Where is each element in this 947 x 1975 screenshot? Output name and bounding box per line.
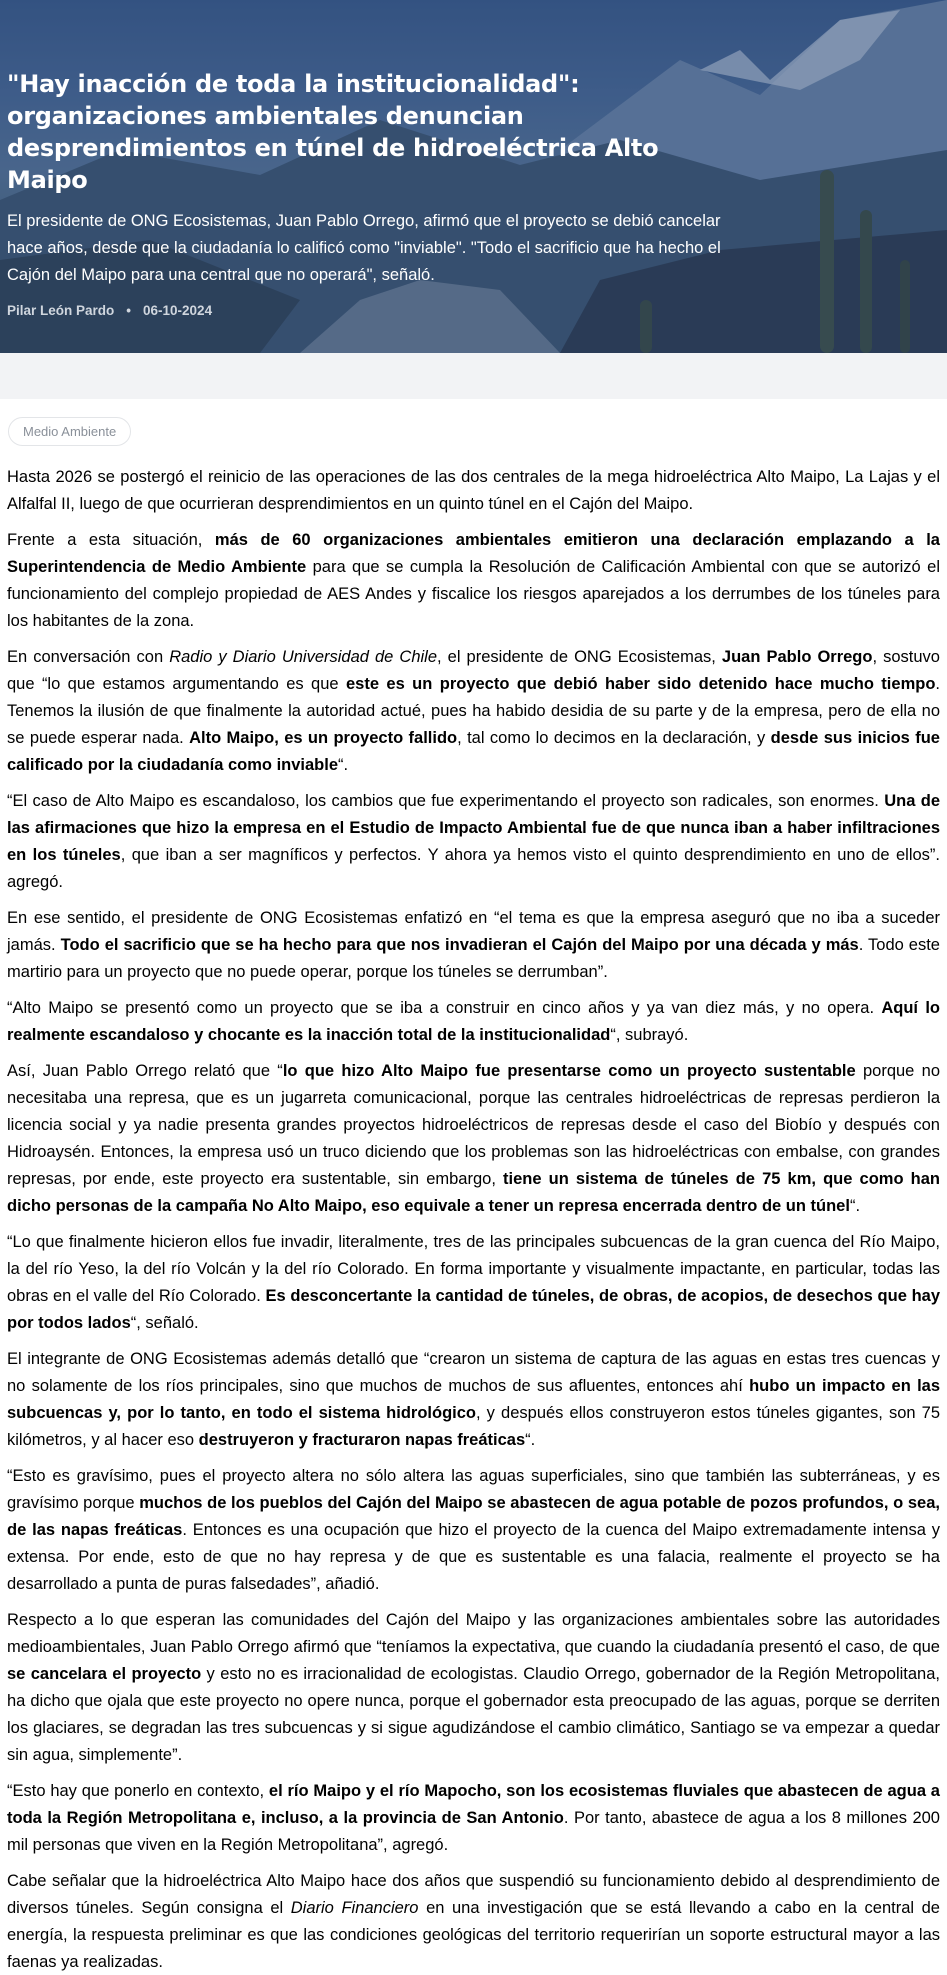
text-run: en una investigación que se está llevando a cabo en la central de energía, la respuesta preliminar es que las condiciones geológicas del territorio requerirían un soporte estructural mayor a las faenas ya realizadas. [7, 1899, 940, 1971]
hero-content [7, 68, 742, 318]
bold-text: muchos de los pueblos del Cajón del Maipo se abastecen de agua potable de pozos profundos, o sea, de las napas freáticas [7, 1494, 940, 1539]
text-run: En conversación con [7, 648, 170, 666]
publish-date: 06-10-2024 [143, 303, 213, 318]
text-run: El integrante de ONG Ecosistemas además detalló que “crearon un sistema de captura de las aguas en estas tres cuencas y no solamente de los ríos principales, sino que muchos de muchos de sus afluentes, entonces ahí [7, 1350, 940, 1395]
text-run: Hasta 2026 se postergó el reinicio de las operaciones de las dos centrales de la mega hidroeléctrica Alto Maipo, La Lajas y el Alfalfal II, luego de que ocurrieran desprendimientos en un quinto túnel en el Cajón del Maipo. [7, 468, 940, 513]
text-run: “Alto Maipo se presentó como un proyecto que se iba a construir en cinco años y ya van diez más, y no opera. [7, 999, 882, 1017]
article-paragraph [7, 1868, 940, 1975]
text-run: , el presidente de ONG Ecosistemas, [437, 648, 722, 666]
text-run: . Todo este martirio para un proyecto que no puede operar, porque los túneles se derrumban”. [7, 936, 940, 981]
article-paragraph [7, 527, 940, 635]
text-run: “, subrayó. [610, 1026, 689, 1044]
text-run: y esto no es irracionalidad de ecologistas. Claudio Orrego, gobernador de la Región Metropolitana, ha dicho que ojala que este proyecto no opere nunca, porque el gobernador esta preocupado de las aguas, porque se derriten los glaciares, se degradan las tres subcuencas y si sigue agudizándose el cambio climático, Santiago se va empezar a quedar sin agua, simplemente”. [7, 1665, 940, 1764]
article-paragraph [7, 464, 940, 518]
article-paragraph [7, 995, 940, 1049]
bold-text: Juan Pablo Orrego [721, 648, 873, 666]
text-run: . Tenemos la ilusión de que finalmente la autoridad actué, pues ha habido desidia de su parte y de la empresa, pero de ella no se puede esperar nada. [7, 675, 940, 747]
text-run: , que iban a ser magníficos y perfectos. Y ahora ya hemos visto el quinto desprendimiento en uno de ellos”. agregó. [7, 846, 941, 891]
text-run: Respecto a lo que esperan las comunidades del Cajón del Maipo y las organizaciones ambientales sobre las autoridades medioambientales, Juan Pablo Orrego afirmó que “teníamos la expectativa, que cuando la ciudadanía presentó el caso, de que [7, 1611, 940, 1656]
meta-separator: • [126, 303, 132, 318]
article-body [0, 446, 947, 1975]
italic-text: Diario Financiero [290, 1899, 419, 1917]
bold-text: desde sus inicios fue calificado por la ciudadanía como inviable [7, 729, 940, 774]
text-run: , sostuvo que “lo que estamos argumentando es que [7, 648, 940, 693]
hero-banner [0, 0, 947, 353]
bold-text: tiene un sistema de túneles de 75 km, que como han dicho personas de la campaña No Alto Maipo, eso equivale a tener un represa encerrada dentro de un túnel [7, 1170, 940, 1215]
article-paragraph [7, 1229, 940, 1337]
bold-text: destruyeron y fracturaron napas freáticas [198, 1431, 526, 1449]
italic-text: Radio y Diario Universidad de Chile [169, 648, 438, 666]
text-run: , y después ellos construyeron estos túneles gigantes, son 75 kilómetros, y al hacer eso [7, 1404, 940, 1449]
author-name[interactable]: Pilar León Pardo [7, 303, 115, 318]
text-run: porque no necesitaba una represa, que es un jugarreta comunicacional, porque las centrales hidroeléctricas de represas perdieron la licencia social y ya nadie presenta grandes proyectos hidroeléctricos de represas desde el caso del Biobío y después con Hidroaysén. Entonces, la empresa usó un truco diciendo que los problemas son las hidroeléctricas con embalse, con grandes represas, por ende, este proyecto era sustentable, sin embargo, [7, 1062, 940, 1188]
article-paragraph [7, 1058, 940, 1220]
bold-text: Aquí lo realmente escandaloso y chocante es la inacción total de la institucionalidad [7, 999, 940, 1044]
text-run: “. [525, 1431, 536, 1449]
article-meta [7, 303, 742, 318]
tag-row [0, 399, 947, 446]
article-title: "Hay inacción de toda la institucionalidad": organizaciones ambientales denuncian desprendimientos en túnel de hidroeléctrica Alto Maipo [7, 70, 659, 194]
article-paragraph [7, 905, 940, 986]
text-run: En ese sentido, el presidente de ONG Ecosistemas enfatizó en “el tema es que la empresa aseguró que no iba a suceder jamás. [7, 909, 940, 954]
text-run: Cabe señalar que la hidroeléctrica Alto Maipo hace dos años que suspendió su funcionamiento debido al desprendimiento de diversos túneles. Según consigna el [7, 1872, 940, 1917]
article-paragraph [7, 1607, 940, 1769]
bold-text: se cancelara el proyecto [7, 1665, 202, 1683]
bold-text: Todo el sacrificio que se ha hecho para que nos invadieran el Cajón del Maipo por una década y más [60, 936, 859, 954]
text-run: “Lo que finalmente hicieron ellos fue invadir, literalmente, tres de las principales subcuencas de la gran cuenca del Río Maipo, la del río Yeso, la del río Volcán y la del río Colorado. En forma importante y visualmente impactante, en particular, todas las obras en el valle del Río Colorado. [7, 1233, 940, 1305]
text-run: “El caso de Alto Maipo es escandaloso, los cambios que fue experimentando el proyecto son radicales, son enormes. [7, 792, 885, 810]
article-paragraph [7, 644, 940, 779]
article-paragraph [7, 1778, 940, 1859]
section-divider [0, 353, 947, 399]
bold-text: Una de las afirmaciones que hizo la empresa en el Estudio de Impacto Ambiental fue de que nunca iban a haber infiltraciones en los túneles [7, 792, 940, 864]
category-tag[interactable]: Medio Ambiente [8, 417, 131, 446]
article-paragraph [7, 1463, 940, 1598]
text-run: . Por tanto, abastece de agua a los 8 millones 200 mil personas que viven en la Región Metropolitana”, agregó. [7, 1809, 940, 1854]
article-lead: El presidente de ONG Ecosistemas, Juan Pablo Orrego, afirmó que el proyecto se debió cancelar hace años, desde que la ciudadanía lo calificó como "inviable". "Todo el sacrificio que ha hecho el Cajón del Maipo para una central que no operará", señaló. [7, 212, 721, 284]
article-paragraph [7, 1346, 940, 1454]
bold-text: Es desconcertante la cantidad de túneles, de obras, de acopios, de desechos que hay por todos lados [7, 1287, 940, 1332]
bold-text: lo que hizo Alto Maipo fue presentarse como un proyecto sustentable [282, 1062, 856, 1080]
bold-text: Alto Maipo, es un proyecto fallido [189, 729, 458, 747]
text-run: Frente a esta situación, [7, 531, 215, 549]
text-run: “, señaló. [130, 1314, 199, 1332]
text-run: para que se cumpla la Resolución de Calificación Ambiental con que se autorizó el funcionamiento del complejo propiedad de AES Andes y fiscalice los riesgos aparejados a los derrumbes de los túneles para los habitantes de la zona. [7, 558, 940, 630]
text-run: “Esto es gravísimo, pues el proyecto altera no sólo altera las aguas superficiales, sino que también las subterráneas, y es gravísimo porque [7, 1467, 940, 1512]
bold-text: hubo un impacto en las subcuencas y, por lo tanto, en todo el sistema hidrológico [7, 1377, 941, 1422]
text-run: Así, Juan Pablo Orrego relató que “ [7, 1062, 283, 1080]
bold-text: este es un proyecto que debió haber sido detenido hace mucho tiempo [345, 675, 936, 693]
text-run: , tal como lo decimos en la declaración, y [457, 729, 771, 747]
bold-text: el río Maipo y el río Mapocho, son los ecosistemas fluviales que abastecen de agua a toda la Región Metropolitana e, incluso, a la provincia de San Antonio [7, 1782, 940, 1827]
text-run: “Esto hay que ponerlo en contexto, [7, 1782, 269, 1800]
text-run: “. [849, 1197, 861, 1215]
text-run: . Entonces es una ocupación que hizo el proyecto de la cuenca del Maipo extremadamente intensa y extensa. Por ende, esto de que no hay represa y de que es sustentable es una falacia, realmente el proyecto se ha desarrollado a punta de puras falsedades”, añadió. [7, 1521, 941, 1593]
text-run: “. [338, 756, 349, 774]
article-paragraph [7, 788, 940, 896]
bold-text: más de 60 organizaciones ambientales emitieron una declaración emplazando a la Superintendencia de Medio Ambiente [7, 531, 940, 576]
